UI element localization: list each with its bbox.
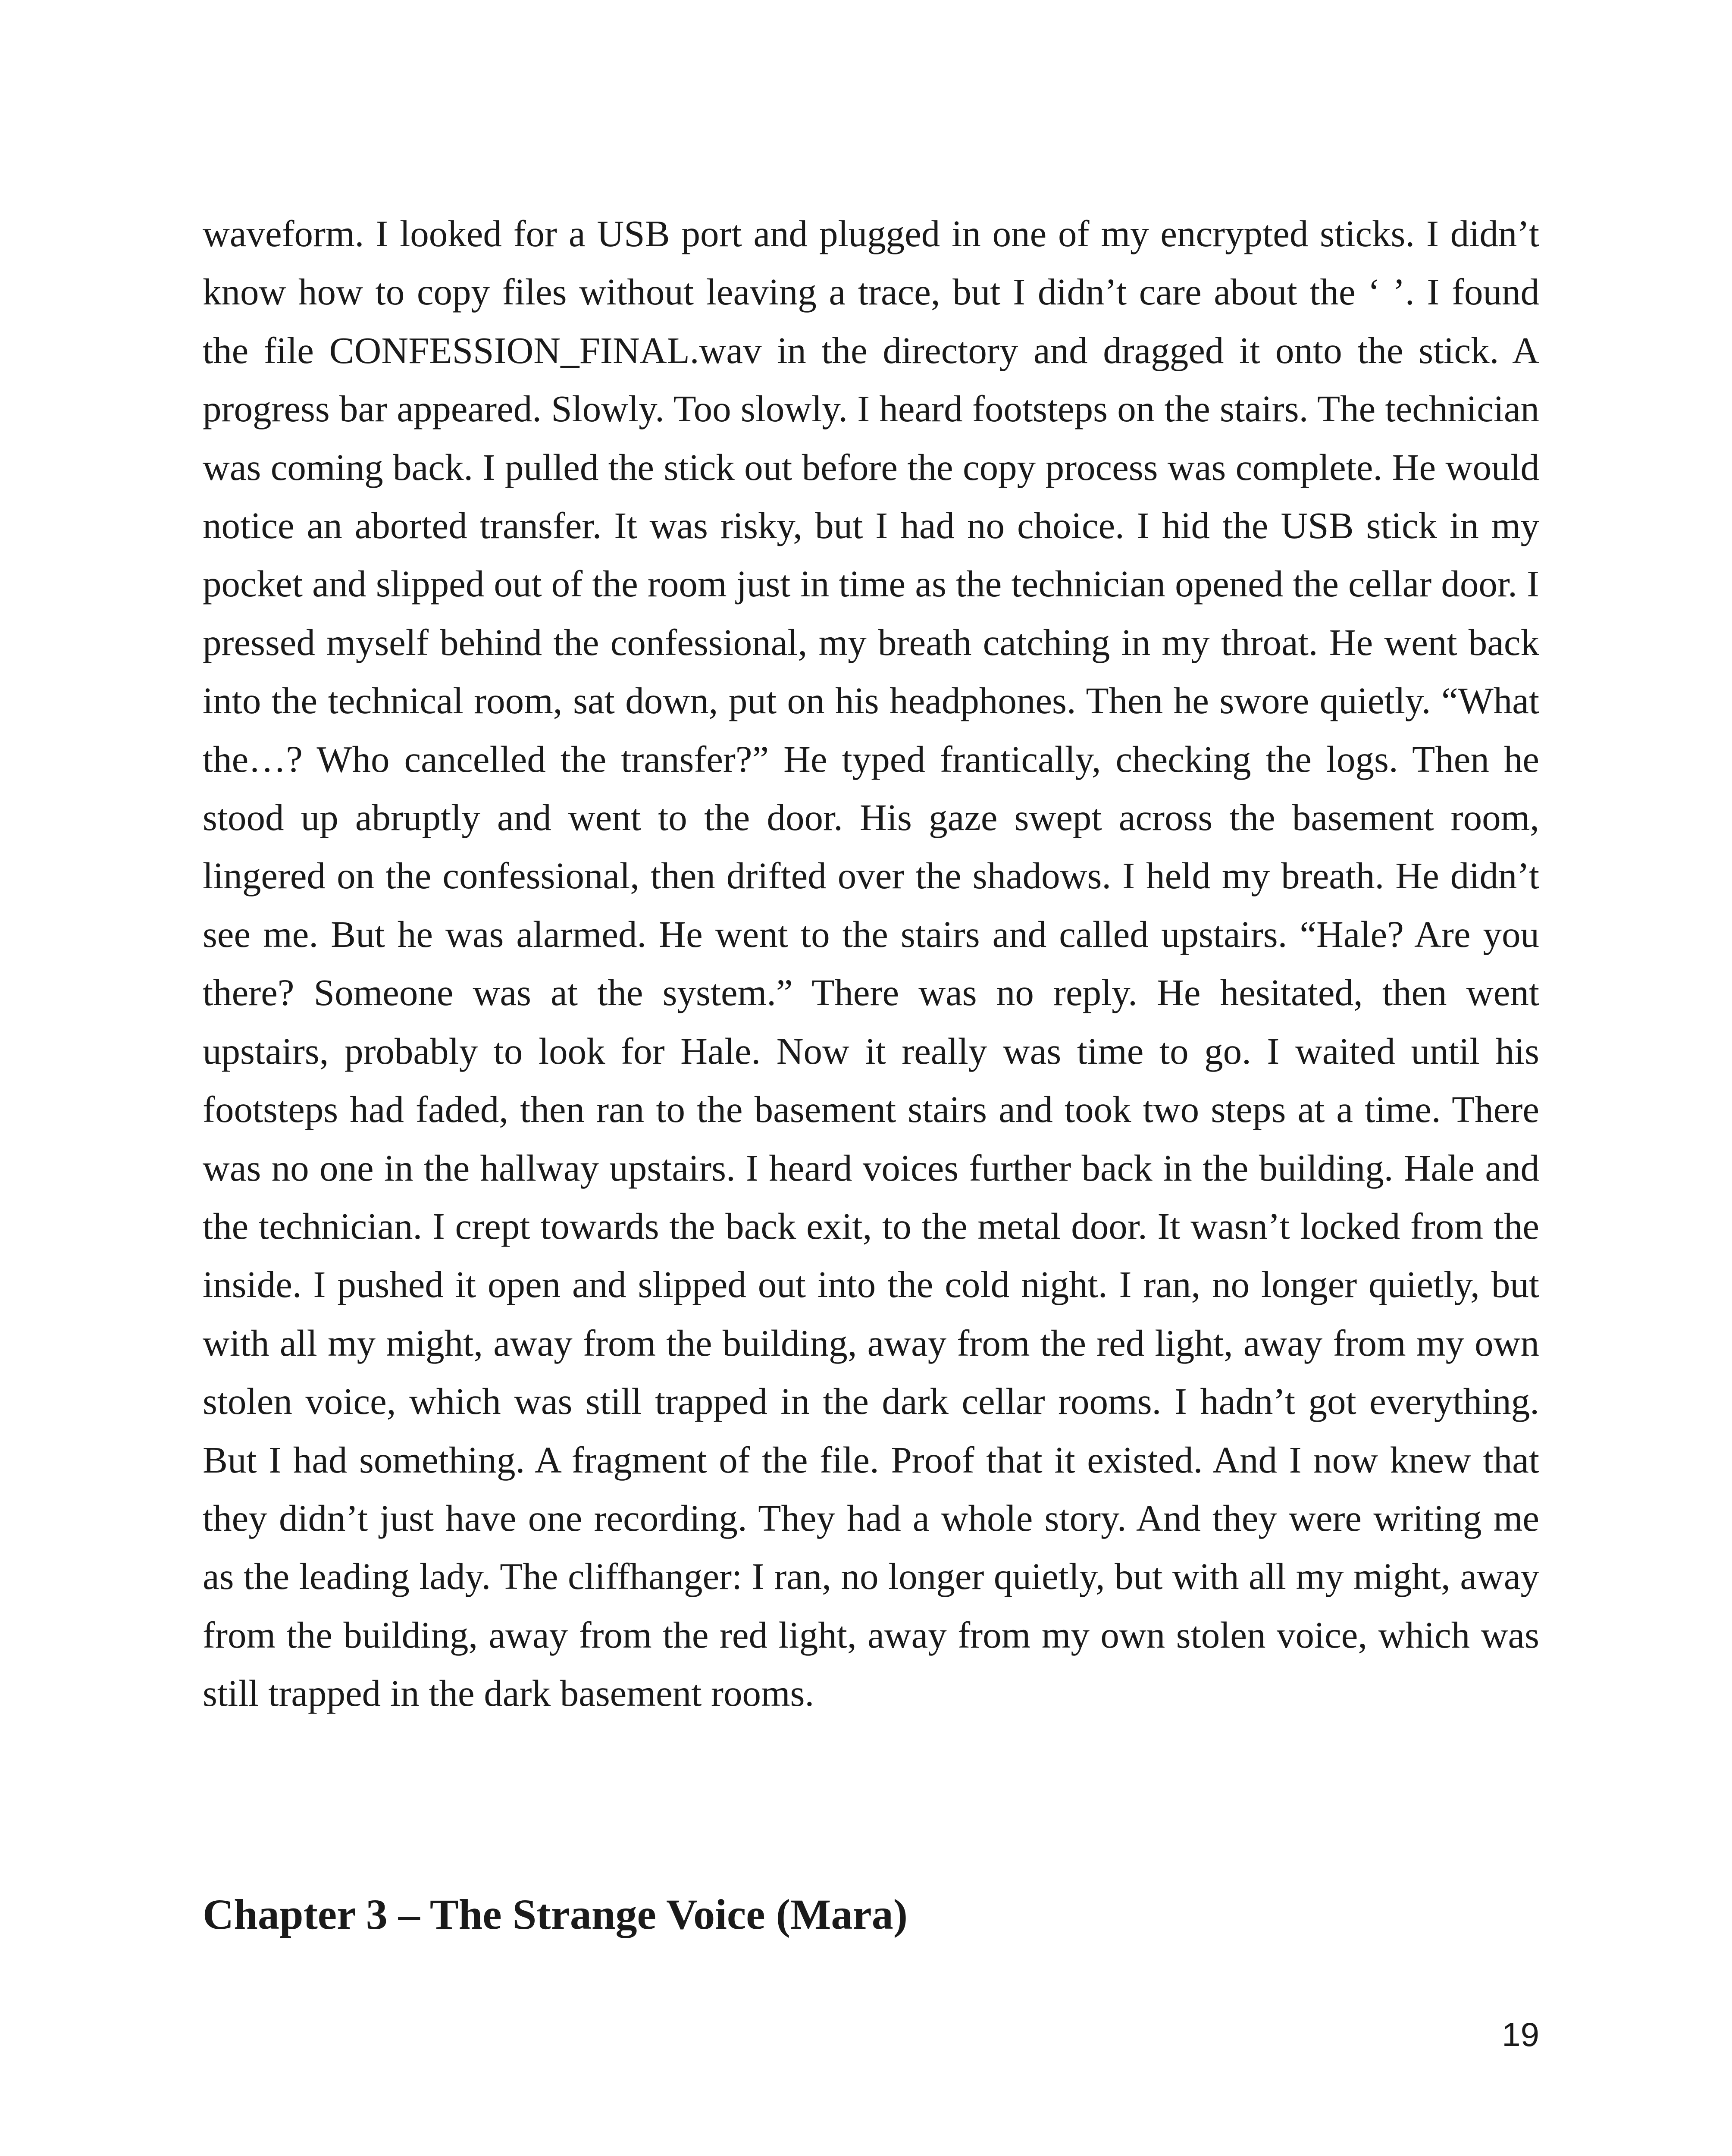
page-number: 19 bbox=[1502, 2015, 1539, 2053]
body-paragraph: waveform. I looked for a USB port and plugged in one of my encrypted sticks. I didn’t know how to copy files without leaving a trace, but I didn’t care about the ‘ ’. I found the file CONFESSION_FINAL.wav in the directory and dragged it onto the stick. A progress bar appeared. Slowly. Too slowly. I heard footsteps on the stairs. The technician was coming back. I pulled the stick out before the copy process was complete. He would notice an aborted transfer. It was risky, but I had no choice. I hid the USB stick in my pocket and slipped out of the room just in time as the technician opened the cellar door. I pressed myself behind the confessional, my breath catching in my throat. He went back into the technical room, sat down, put on his headphones. Then he swore quietly. “What the…? Who cancelled the transfer?” He typed frantically, checking the logs. Then he stood up abruptly and went to the door. His gaze swept across the basement room, lingered on the confessional, then drifted over the shadows. I held my breath. He didn’t see me. But he was alarmed. He went to the stairs and called upstairs. “Hale? Are you there? Someone was at the system.” There was no reply. He hesitated, then went upstairs, probably to look for Hale. Now it really was time to go. I waited until his footsteps had faded, then ran to the basement stairs and took two steps at a time. There was no one in the hallway upstairs. I heard voices further back in the building. Hale and the technician. I crept towards the back exit, to the metal door. It wasn’t locked from the inside. I pushed it open and slipped out into the cold night. I ran, no longer quietly, but with all my might, away from the building, away from the red light, away from my own stolen voice, which was still trapped in the dark cellar rooms. I hadn’t got everything. But I had something. A fragment of the file. Proof that it existed. And I now knew that they didn’t just have one recording. They had a whole story. And they were writing me as the leading lady. The cliffhanger: I ran, no longer quietly, but with all my might, away from the building, away from the red light, away from my own stolen voice, which was still trapped in the dark basement rooms. bbox=[203, 213, 1539, 1714]
chapter-heading: Chapter 3 – The Strange Voice (Mara) bbox=[203, 1890, 908, 1938]
